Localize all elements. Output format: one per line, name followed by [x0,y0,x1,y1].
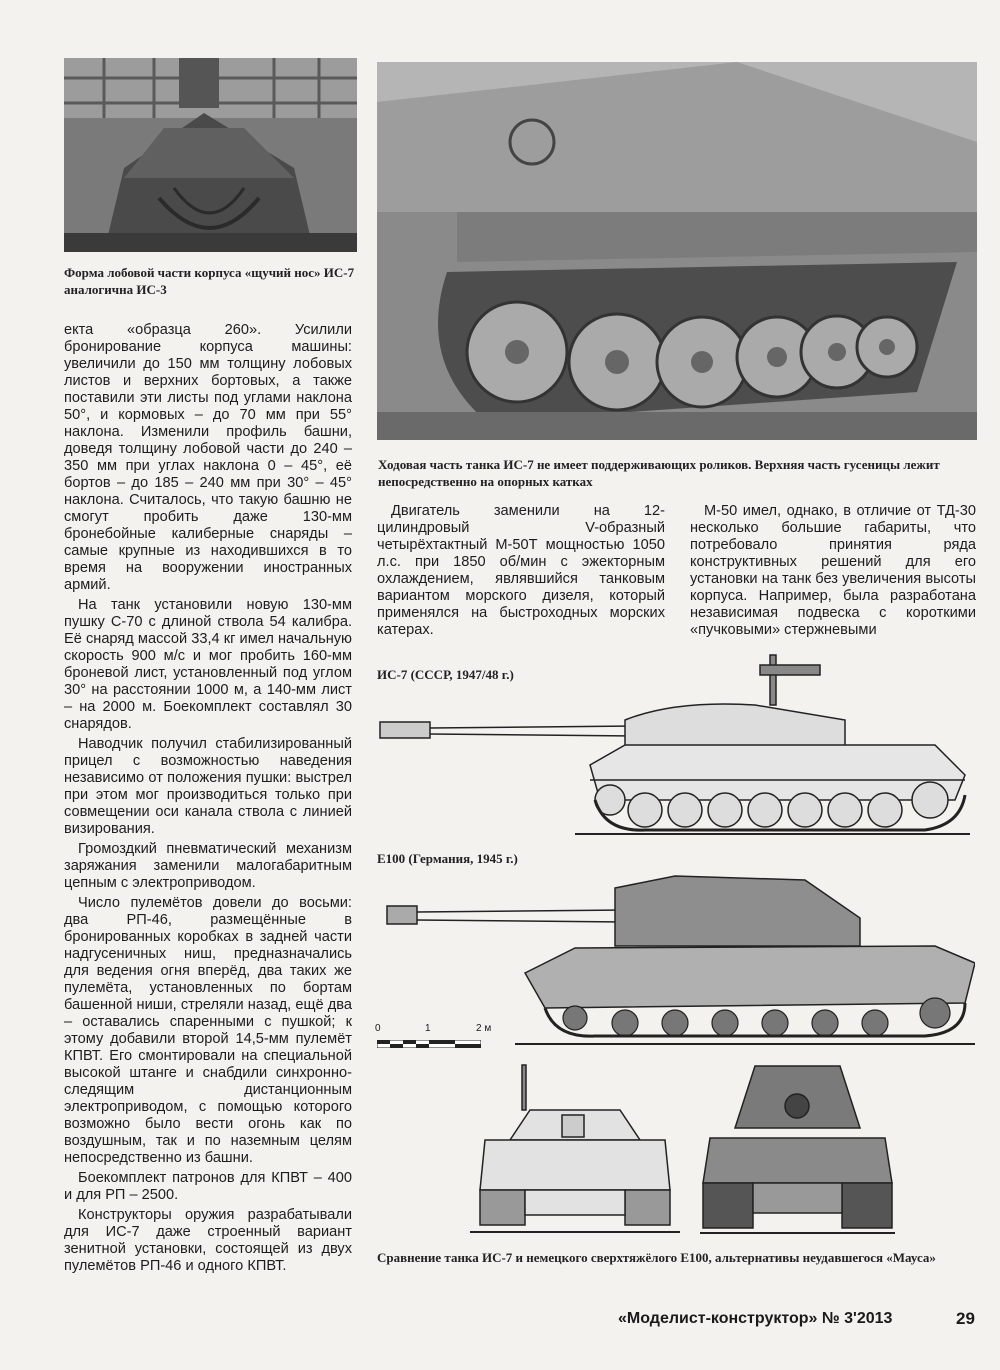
photo-is7-running-gear [377,62,977,440]
page-number: 29 [956,1309,975,1328]
paragraph: Конструкторы оружия разрабатывали для ИС-7 даже строенный вариант зенитной установки, состоящей из двух пулемётов РП-46 и одного КПВТ. [64,1207,352,1274]
left-text-column [64,322,352,1278]
scale-label-1: 1 [425,1023,431,1034]
right-text-column [690,503,976,642]
diagram-caption: Сравнение танка ИС-7 и немецкого сверхтяжёлого Е100, альтернативы неудавшегося «Мауса» [377,1250,936,1265]
paragraph: Громоздкий пневматический механизм заряжания заменили малогабаритным цепным с электроприводом. [64,841,352,891]
e100-side-view [375,868,975,1053]
scale-bar [377,1040,481,1048]
scale-label-2: 2 м [476,1023,492,1034]
e100-front-view [700,1058,895,1240]
is7-front-view [470,1060,680,1240]
paragraph: екта «образца 260». Усилили бронирование корпуса машины: увеличили до 150 мм толщину лобовых листов и верхних бортовых, а также поставили эти листы под углами наклона 50°, и кормовых – до 70 мм при 55° наклона. Изменили профиль башни, доведя толщину лобовой части до 240 – 350 мм при углах наклона 0 – 45°, её бортов – до 185 – 240 мм при 30° – 45° наклона. Считалось, что такую башню не смогут пробить даже 130-мм бронебойные калиберные снаряды – самые крупные из находившихся в то время на вооружении иностранных армий. [64,322,352,593]
paragraph: На танк установили новую 130-мм пушку С-70 с длиной ствола 54 калибра. Её снаряд массой 33,4 кг имел начальную скорость 900 м/с и мог пробить 160-мм броневой лист, установленный под углом 30° на расстоянии 1000 м, а 140-мм лист – на 2000 м. Боекомплект составлял 30 снарядов. [64,597,352,732]
photo-right-caption: Ходовая часть танка ИС-7 не имеет поддерживающих роликов. Верхняя часть гусеницы лежит непосредственно на опорных катках [378,457,940,489]
photo-left-caption: Форма лобовой части корпуса «щучий нос» ИС-7 аналогична ИС-3 [64,265,355,297]
is7-side-view [375,650,975,840]
e100-diagram-title: Е100 (Германия, 1945 г.) [377,851,518,866]
scale-label-0: 0 [375,1023,381,1034]
paragraph: Боекомплект патронов для КПВТ – 400 и для РП – 2500. [64,1170,352,1203]
footer-journal: «Моделист-конструктор» № 3'2013 [618,1310,893,1327]
paragraph: Двигатель заменили на 12-цилиндровый V-образный четырёхтактный М-50Т мощностью 1050 л.с. при 1850 об/мин с эжекторным охлаждением, являвшийся танковым вариантом морского дизеля, который применялся на быстроходных морских катерах. [377,503,665,638]
paragraph: Наводчик получил стабилизированный прицел с возможностью наведения независимо от положения пушки: выстрел при этом мог производиться только при совмещении оси канала ствола с линией визирования. [64,736,352,837]
middle-text-column [377,503,665,642]
paragraph: Число пулемётов довели до восьми: два РП-46, размещённые в бронированных коробках в задней части надгусеничных ниш, предназначались для ведения огня вперёд, два таких же пулемёта, установленных по бортам башенной ниши, стреляли назад, ещё два – оставались спаренными с пушкой; к этому добавили второй 14,5-мм пулемёт КПВТ. Его смонтировали на специальной высокой штанге и снабдили синхронно-следящим дистанционным электроприводом, с помощью которого возможно было вести огонь как по воздушным, так и по наземным целям непосредственно из башни. [64,895,352,1166]
paragraph: М-50 имел, однако, в отличие от ТД-30 несколько большие габариты, что потребовало принятия ряда конструктивных решений для его установки на танк без увеличения высоты корпуса. Например, была разработана независимая подвеска с короткими «пучковыми» стержневыми [690,503,976,638]
photo-is7-front [64,58,357,252]
is7-diagram-title: ИС-7 (СССР, 1947/48 г.) [377,667,514,682]
